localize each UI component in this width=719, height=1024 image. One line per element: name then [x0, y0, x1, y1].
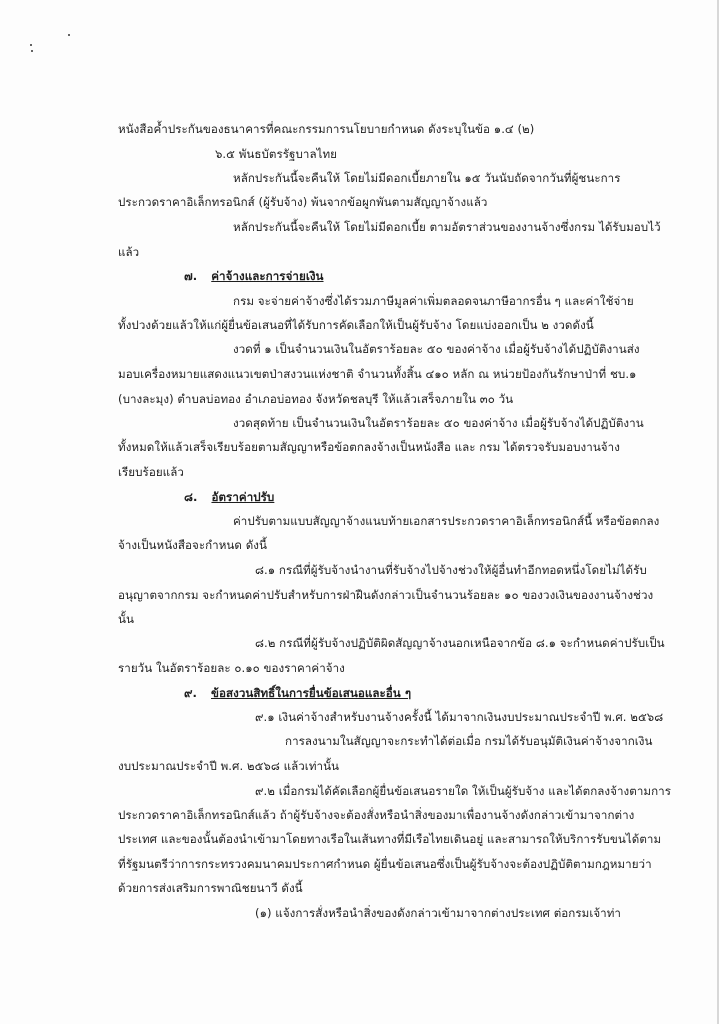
clause-9-2: ๙.๒ เมื่อกรมได้คัดเลือกผู้ยื่นข้อเสนอรายใด ให้เป็นผู้รับจ้าง และได้ตกลงจ้างตามการ	[255, 784, 672, 798]
text-line: ทั้งปวงด้วยแล้วให้แก่ผู้ยื่นข้อเสนอที่ได้รับการคัดเลือกให้เป็นผู้รับจ้าง โดยแบ่งออกเป็น ๒ งวดดังนี้	[118, 318, 594, 332]
section-9-heading	[184, 685, 411, 701]
text-line: ประกวดราคาอิเล็กทรอนิกส์ (ผู้รับจ้าง) พ้นจากข้อผูกพันตามสัญญาจ้างแล้ว	[118, 195, 488, 209]
text-line: กรม จะจ่ายค่าจ้างซึ่งได้รวมภาษีมูลค่าเพิ่มตลอดจนภาษีอากรอื่น ๆ และค่าใช้จ่าย	[233, 294, 634, 308]
text-line: จ้างเป็นหนังสือจะกำหนด ดังนี้	[118, 538, 267, 552]
clause-8-1: ๘.๑ กรณีที่ผู้รับจ้างนำงานที่รับจ้างไปจ้างช่วงให้ผู้อื่นทำอีกทอดหนึ่งโดยไม่ได้รับ	[255, 563, 647, 577]
text-line: ด้วยการส่งเสริมการพาณิชยนาวี ดังนี้	[118, 881, 303, 895]
scan-dot	[31, 50, 33, 52]
scan-dot	[30, 44, 32, 46]
text-line: มอบเครื่องหมายแสดงแนวเขตป่าสงวนแห่งชาติ จำนวนทั้งสิ้น ๔๑๐ หลัก ณ หน่วยป้องกันรักษาป่าที่ ชบ.๑	[118, 367, 637, 381]
scan-dot	[68, 34, 70, 36]
clause-9-1: ๙.๑ เงินค่าจ้างสำหรับงานจ้างครั้งนี้ ได้มาจากเงินงบประมาณประจำปี พ.ศ. ๒๕๖๘	[255, 710, 664, 724]
section-title: อัตราค่าปรับ	[211, 490, 275, 504]
text-line: หลักประกันนี้จะคืนให้ โดยไม่มีดอกเบี้ยภายใน ๑๕ วันนับถัดจากวันที่ผู้ชนะการ	[233, 171, 621, 185]
text-line: ค่าปรับตามแบบสัญญาจ้างแนบท้ายเอกสารประกวดราคาอิเล็กทรอนิกส์นี้ หรือข้อตกลง	[233, 514, 660, 528]
section-7-heading	[184, 268, 324, 284]
text-line: ประกวดราคาอิเล็กทรอนิกส์แล้ว ถ้าผู้รับจ้างจะต้องสั่งหรือนำสิ่งของมาเพื่องานจ้างดังกล่าวเข้ามาจากต่าง	[118, 808, 635, 822]
section-title: ค่าจ้างและการจ่ายเงิน	[211, 269, 324, 283]
text-line: หนังสือค้ำประกันของธนาคารที่คณะกรรมการนโยบายกำหนด ดังระบุในข้อ ๑.๔ (๒)	[118, 122, 535, 136]
text-line: การลงนามในสัญญาจะกระทำได้ต่อเมื่อ กรมได้รับอนุมัติเงินค่าจ้างจากเงิน	[285, 734, 653, 748]
section-8-heading	[184, 489, 274, 505]
text-line: เรียบร้อยแล้ว	[118, 465, 184, 479]
section-number: ๘.	[184, 490, 198, 504]
text-line: ทั้งหมดให้แล้วเสร็จเรียบร้อยตามสัญญาหรือข้อตกลงจ้างเป็นหนังสือ และ กรม ได้ตรวจรับมอบงานจ้าง	[118, 440, 620, 454]
section-number: ๙.	[184, 686, 197, 700]
clause-9-2-1: (๑) แจ้งการสั่งหรือนำสิ่งของดังกล่าวเข้ามาจากต่างประเทศ ต่อกรมเจ้าท่า	[255, 906, 621, 920]
text-line: งวดที่ ๑ เป็นจำนวนเงินในอัตราร้อยละ ๕๐ ของค่าจ้าง เมื่อผู้รับจ้างได้ปฏิบัติงานส่ง	[233, 342, 640, 356]
clause-8-2: ๘.๒ กรณีที่ผู้รับจ้างปฏิบัติผิดสัญญาจ้างนอกเหนือจากข้อ ๘.๑ จะกำหนดค่าปรับเป็น	[255, 636, 665, 650]
section-number: ๗.	[184, 269, 198, 283]
section-title: ข้อสงวนสิทธิ์ในการยื่นข้อเสนอและอื่น ๆ	[211, 686, 412, 700]
text-line: ประเทศ และของนั้นต้องนำเข้ามาโดยทางเรือในเส้นทางที่มีเรือไทยเดินอยู่ และสามารถให้บริการรับขนได้ตาม	[118, 832, 662, 846]
scan-marks	[30, 34, 70, 54]
text-line: งวดสุดท้าย เป็นจำนวนเงินในอัตราร้อยละ ๕๐ ของค่าจ้าง เมื่อผู้รับจ้างได้ปฏิบัติงาน	[233, 416, 644, 430]
text-line: อนุญาตจากกรม จะกำหนดค่าปรับสำหรับการฝ่าฝืนดังกล่าวเป็นจำนวนร้อยละ ๑๐ ของวงเงินของงานจ้างช่วง	[118, 588, 654, 602]
text-line: งบประมาณประจำปี พ.ศ. ๒๕๖๘ แล้วเท่านั้น	[118, 759, 340, 773]
text-line: (บางละมุง) ตำบลบ่อทอง อำเภอบ่อทอง จังหวัดชลบุรี ให้แล้วเสร็จภายใน ๓๐ วัน	[118, 392, 514, 406]
text-line: หลักประกันนี้จะคืนให้ โดยไม่มีดอกเบี้ย ตามอัตราส่วนของงานจ้างซึ่งกรม ได้รับมอบไว้	[233, 220, 661, 234]
clause-6-5: ๖.๕ พันธบัตรรัฐบาลไทย	[215, 147, 338, 161]
text-line: ที่รัฐมนตรีว่าการกระทรวงคมนาคมประกาศกำหนด ผู้ยื่นข้อเสนอซึ่งเป็นผู้รับจ้างจะต้องปฏิบัติตามกฎหมายว่า	[118, 857, 652, 871]
text-line: รายวัน ในอัตราร้อยละ ๐.๑๐ ของราคาค่าจ้าง	[118, 661, 345, 675]
text-line: แล้ว	[118, 245, 140, 259]
text-line: นั้น	[118, 612, 134, 626]
